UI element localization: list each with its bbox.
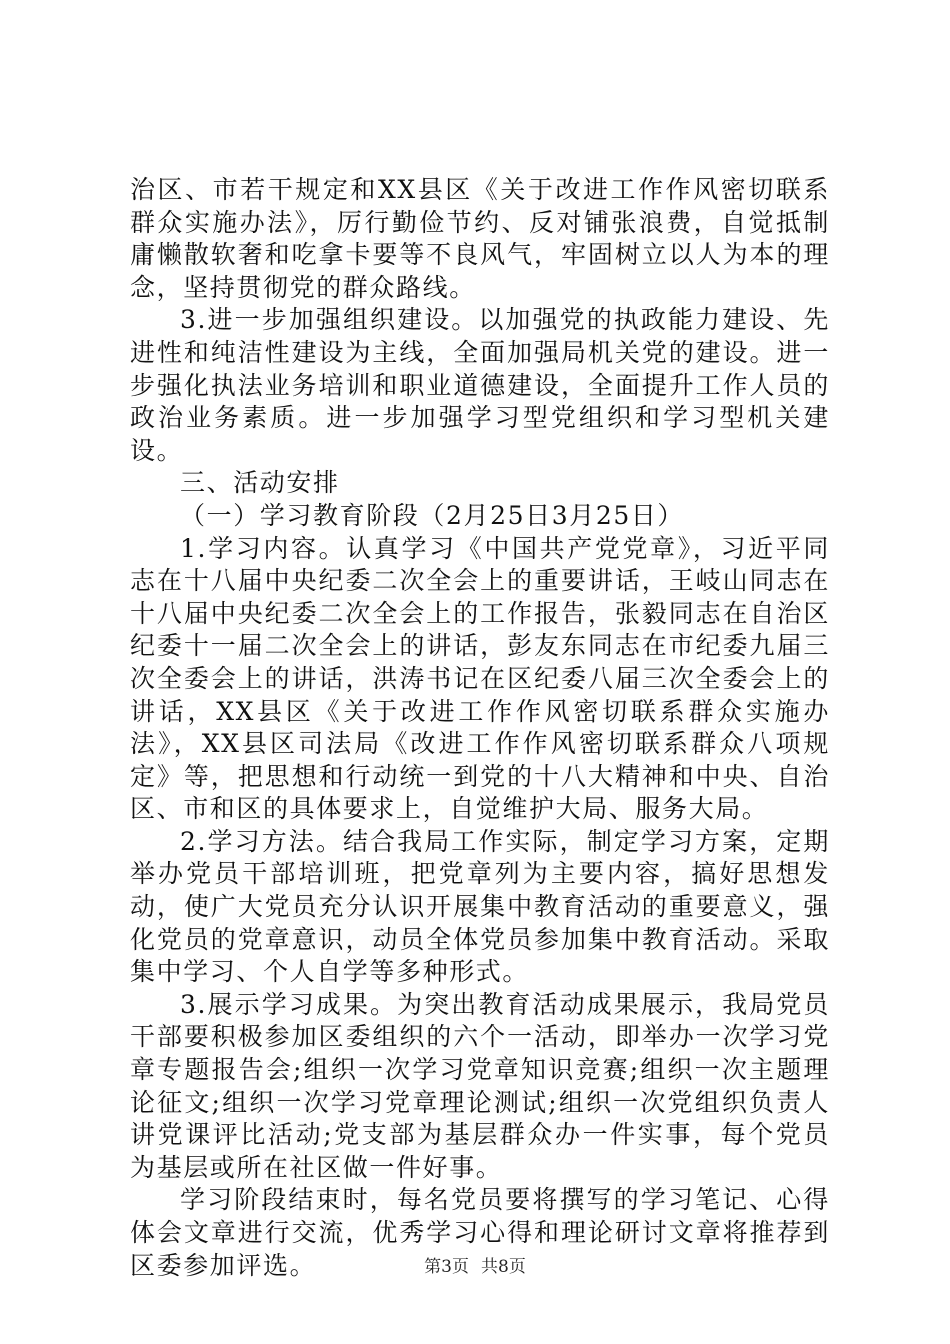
paragraph-1: 治区、市若干规定和XX县区《关于改进工作作风密切联系群众实施办法》，厉行勤俭节约、反对铺张浪费，自觉抵制庸懒散软奢和吃拿卡要等不良风气，牢固树立以人为本的理念，坚持贯彻党的群众路线。 (130, 175, 830, 302)
paragraph-7: 3.展示学习成果。为突出教育活动成果展示，我局党员干部要积极参加区委组织的六个一活动，即举办一次学习党章专题报告会;组织一次学习党章知识竞赛;组织一次主题理论征文;组织一次学习党章理论测试;组织一次党组织负责人讲党课评比活动;党支部为基层群众办一件实事，每个党员为基层或所在社区做一件好事。 (130, 989, 830, 1182)
page-total: 共8页 (481, 1257, 526, 1277)
page-footer (0, 1256, 950, 1278)
paragraph-2: 3.进一步加强组织建设。以加强党的执政能力建设、先进性和纯洁性建设为主线，全面加强局机关党的建设。进一步强化执法业务培训和职业道德建设，全面提升工作人员的政治业务素质。进一步加强学习型党组织和学习型机关建设。 (130, 305, 830, 465)
document-body (130, 174, 830, 1282)
paragraph-5: 1.学习内容。认真学习《中国共产党党章》，习近平同志在十八届中央纪委二次全会上的重要讲话，王岐山同志在十八届中央纪委二次全会上的工作报告，张毅同志在自治区纪委十一届二次全会上的讲话，彭友东同志在市纪委九届三次全委会上的讲话，洪涛书记在区纪委八届三次全委会上的讲话，XX县区《关于改进工作作风密切联系群众实施办法》，XX县区司法局《改进工作作风密切联系群众八项规定》等，把思想和行动统一到党的十八大精神和中央、自治区、市和区的具体要求上，自觉维护大局、服务大局。 (130, 533, 830, 824)
subsection-heading: （一）学习教育阶段（2月25日3月25日） (180, 500, 685, 530)
section-heading: 三、活动安排 (180, 468, 340, 498)
paragraph-8: 学习阶段结束时，每名党员要将撰写的学习笔记、心得体会文章进行交流，优秀学习心得和理论研讨文章将推荐到区委参加评选。 (130, 1185, 830, 1280)
page-number: 第3页 (424, 1257, 469, 1277)
paragraph-6: 2.学习方法。结合我局工作实际，制定学习方案，定期举办党员干部培训班，把党章列为主要内容，搞好思想发动，使广大党员充分认识开展集中教育活动的重要意义，强化党员的党章意识，动员全体党员参加集中教育活动。采取集中学习、个人自学等多种形式。 (130, 826, 830, 987)
